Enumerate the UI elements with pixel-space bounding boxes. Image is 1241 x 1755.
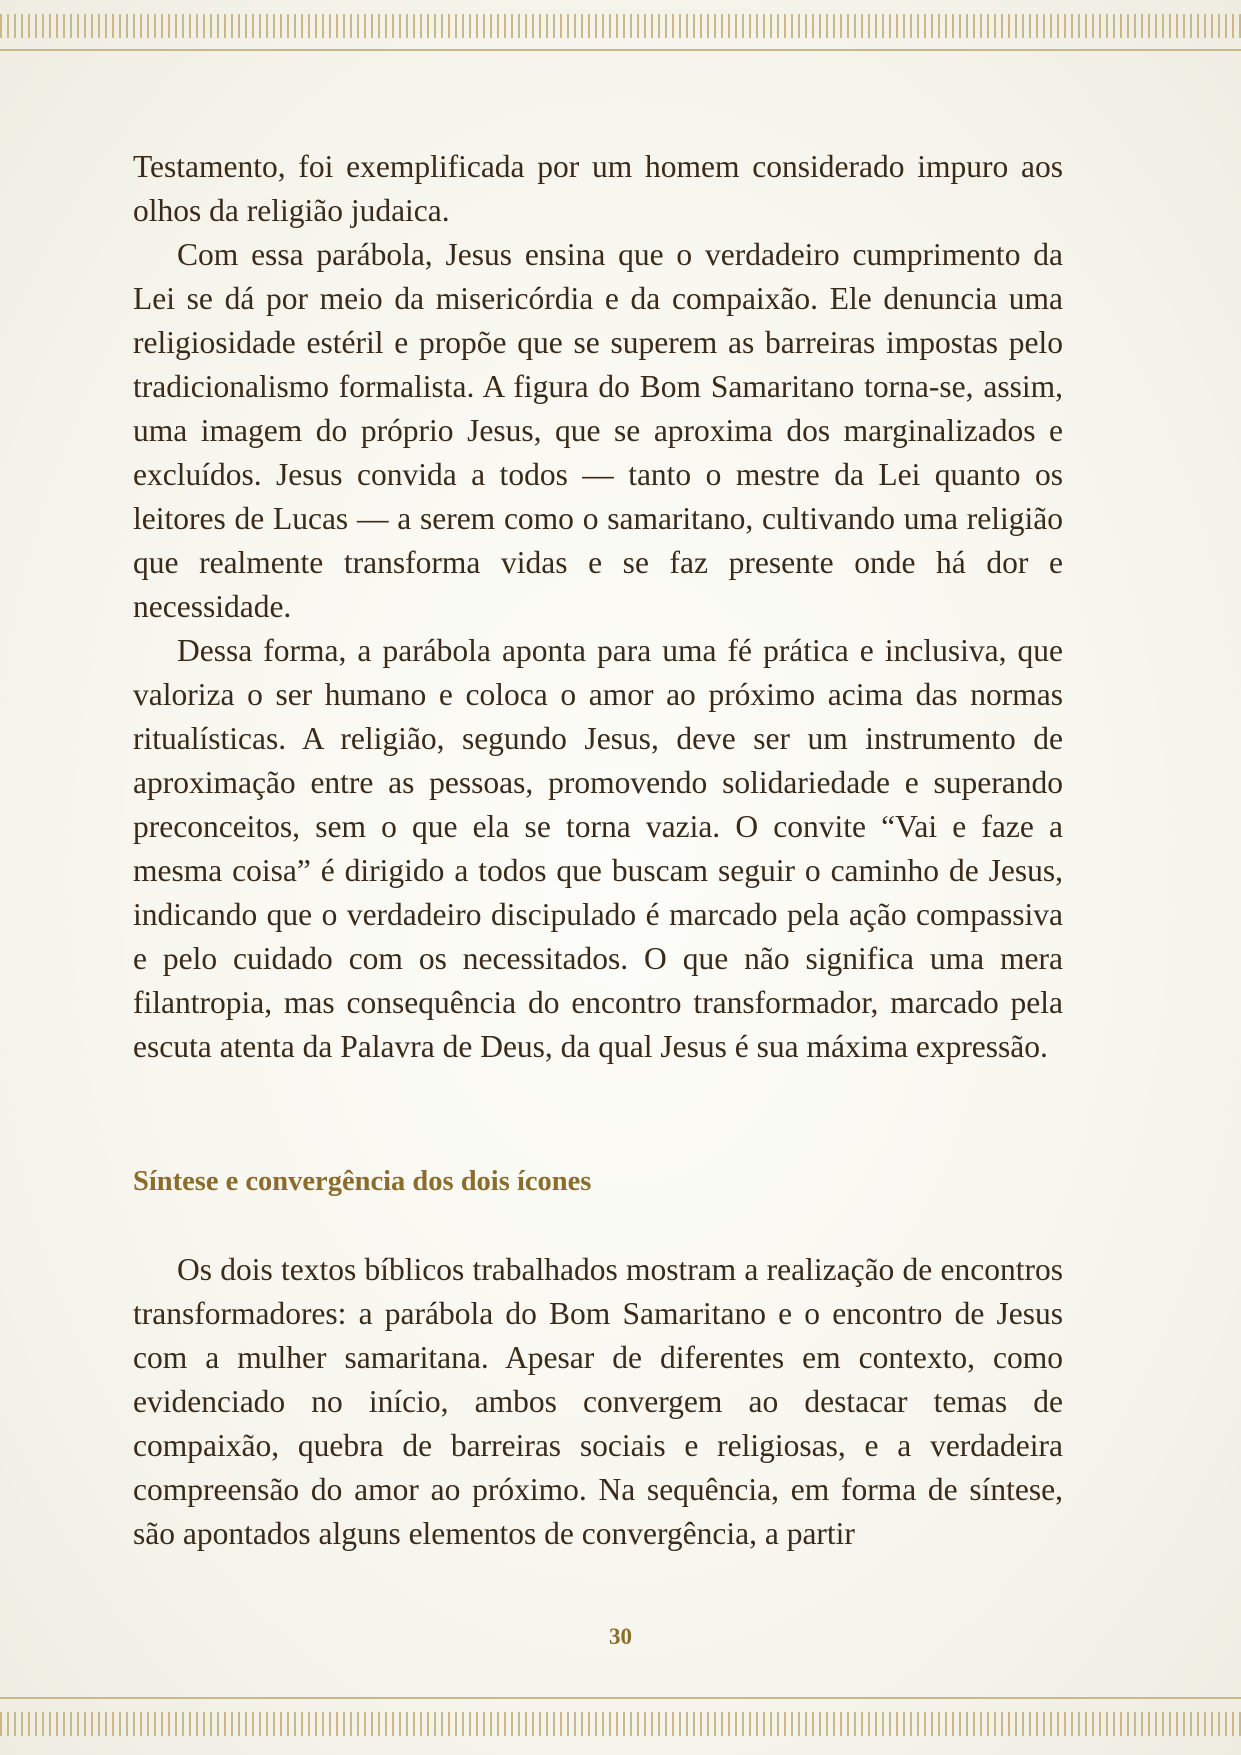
section-heading: Síntese e convergência dos dois ícones [133, 1166, 592, 1197]
page-number: 30 [609, 1624, 632, 1649]
bottom-decorative-border [0, 1712, 1241, 1736]
section-text [133, 1248, 1063, 1556]
bottom-rule [0, 1697, 1241, 1699]
top-rule [0, 49, 1241, 51]
paragraph-continuation: Testamento, foi exemplificada por um homem considerado impuro aos olhos da religião judaica. [133, 149, 1063, 228]
main-text [133, 145, 1063, 1069]
paragraph: Os dois textos bíblicos trabalhados mostram a realização de encontros transformadores: a parábola do Bom Samaritano e o encontro de Jesus com a mulher samaritana. Apesar de diferentes em contexto, como evidenciado no início, ambos convergem ao destacar temas de compaixão, quebra de barreiras sociais e religiosas, e a verdadeira compreensão do amor ao próximo. Na sequência, em forma de síntese, são apontados alguns elementos de convergência, a partir [133, 1252, 1063, 1551]
paragraph: Com essa parábola, Jesus ensina que o verdadeiro cumprimento da Lei se dá por meio da misericórdia e da compaixão. Ele denuncia uma religiosidade estéril e propõe que se superem as barreiras impostas pelo tradicionalismo formalista. A figura do Bom Samaritano torna-se, assim, uma imagem do próprio Jesus, que se aproxima dos marginalizados e excluídos. Jesus convida a todos — tanto o mestre da Lei quanto os leitores de Lucas — a serem como o samaritano, cultivando uma religião que realmente transforma vidas e se faz presente onde há dor e necessidade. [133, 237, 1063, 624]
paragraph: Dessa forma, a parábola aponta para uma fé prática e inclusiva, que valoriza o ser humano e coloca o amor ao próximo acima das normas ritualísticas. A religião, segundo Jesus, deve ser um instrumento de aproximação entre as pessoas, promovendo solidariedade e superando preconceitos, sem o que ela se torna vazia. O convite “Vai e faze a mesma coisa” é dirigido a todos que buscam seguir o caminho de Jesus, indicando que o verdadeiro discipulado é marcado pela ação compassiva e pelo cuidado com os necessitados. O que não significa uma mera filantropia, mas consequência do encontro transformador, marcado pela escuta atenta da Palavra de Deus, da qual Jesus é sua máxima expressão. [133, 633, 1063, 1064]
top-decorative-border [0, 14, 1241, 38]
